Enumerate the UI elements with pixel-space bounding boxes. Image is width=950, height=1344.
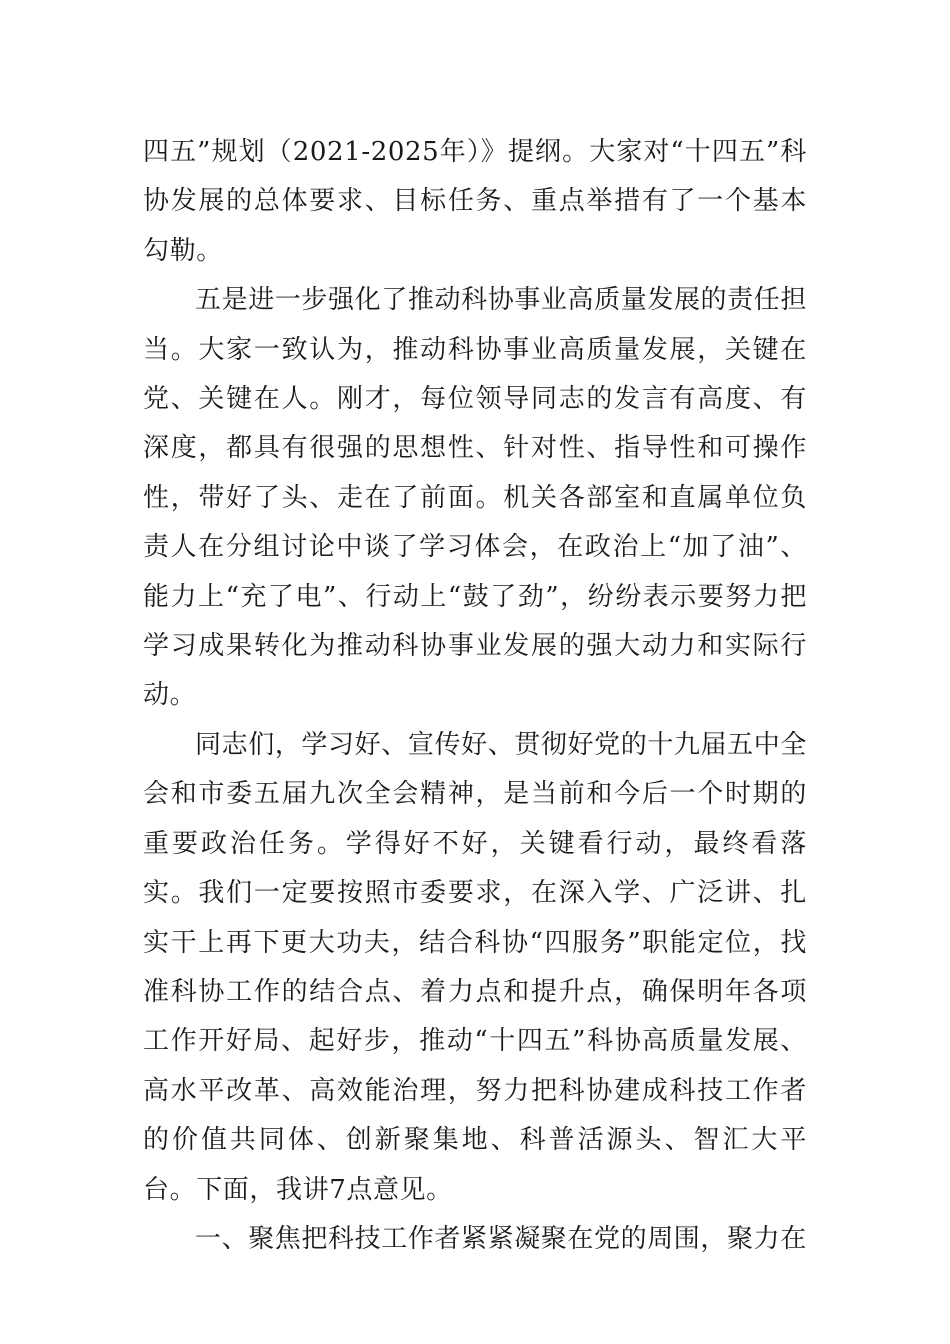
paragraph-first-opinion: 一、聚焦把科技工作者紧紧凝聚在党的周围，聚力在 <box>195 1223 807 1254</box>
paragraph-fifth-point: 五是进一步强化了推动科协事业高质量发展的责任担当。大家一致认为，推动科协事业高质量发展，关键在党、关键在人。刚才，每位领导同志的发言有高度、有深度，都具有很强的思想性、针对性、指导性和可操作性，带好了头、走在了前面。机关各部室和直属单位负责人在分组讨论中谈了学习体会，在政治上“加了油”、能力上“充了电”、行动上“鼓了劲”，纷纷表示要努力把学习成果转化为推动科协事业发展的强大动力和实际行动。 <box>143 285 807 711</box>
document-body <box>143 128 807 1264</box>
paragraph-comrades: 同志们，学习好、宣传好、贯彻好党的十九届五中全会和市委五届九次全会精神，是当前和今后一个时期的重要政治任务。学得好不好，关键看行动，最终看落实。我们一定要按照市委要求，在深入学、广泛讲、扎实干上再下更大功夫，结合科协“四服务”职能定位，找准科协工作的结合点、着力点和提升点，确保明年各项工作开好局、起好步，推动“十四五”科协高质量发展、高水平改革、高效能治理，努力把科协建成科技工作者的价值共同体、创新聚集地、科普活源头、智汇大平台。下面，我讲7点意见。 <box>143 729 807 1205</box>
paragraph-continued: 四五”规划（2021-2025年）》提纲。大家对“十四五”科协发展的总体要求、目标任务、重点举措有了一个基本勾勒。 <box>143 137 807 266</box>
